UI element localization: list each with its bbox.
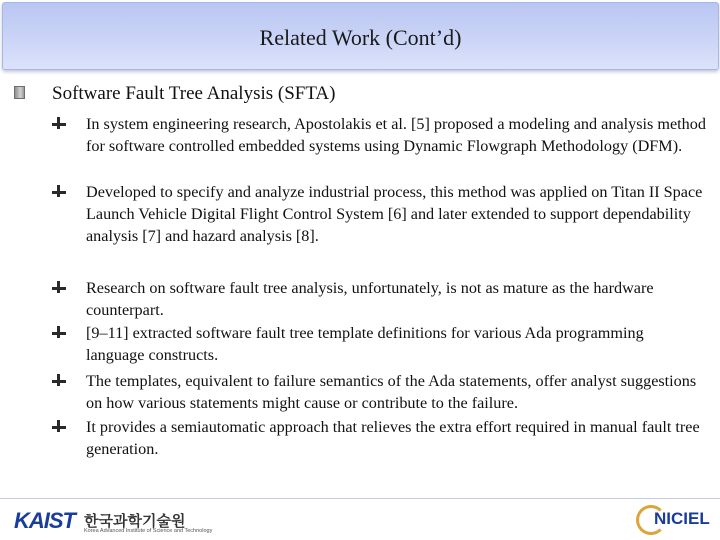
tick-bullet-icon	[52, 117, 66, 129]
kaist-english-name: Korea Advanced Institute of Science and Technology	[84, 528, 213, 534]
sub-bullet-text: It provides a semiautomatic approach that relieves the extra effort required in manual fault tree generation.	[86, 418, 700, 458]
tick-bullet-icon	[52, 374, 66, 386]
title-bar	[2, 2, 719, 70]
tick-bullet-icon	[52, 420, 66, 432]
sub-bullet-text: The templates, equivalent to failure semantics of the Ada statements, offer analyst suggestions on how various statements might cause or contribute to the failure.	[86, 372, 697, 412]
niciel-logo-block	[636, 505, 716, 538]
footer-divider	[0, 498, 720, 499]
kaist-logo: KAIST	[14, 508, 75, 533]
tick-bullet-icon	[52, 185, 66, 197]
niciel-logo: NICIEL	[654, 509, 710, 528]
slide-title: Related Work (Cont’d)	[259, 25, 462, 50]
tick-bullet-icon	[52, 281, 66, 293]
main-bullet-text: Software Fault Tree Analysis (SFTA)	[52, 83, 336, 104]
sub-bullet-text: Developed to specify and analyze industrial process, this method was applied on Titan II Space Launch Vehicle Digital Flight Control System [6] and later extended to support dependability analysis [7] and hazard analysis [8].	[86, 183, 703, 245]
square-bullet-icon	[14, 86, 25, 99]
sub-bullet-text: [9–11] extracted software fault tree template definitions for various Ada programming language constructs.	[86, 324, 644, 364]
kaist-logo-block	[14, 508, 213, 534]
tick-bullet-icon	[52, 326, 66, 338]
sub-bullet-text: Research on software fault tree analysis, unfortunately, is not as mature as the hardware counterpart.	[86, 279, 654, 319]
kaist-korean-name: 한국과학기술원	[84, 512, 186, 530]
sub-bullet-text: In system engineering research, Apostolakis et al. [5] proposed a modeling and analysis method for software controlled embedded systems using Dynamic Flowgraph Methodology (DFM).	[86, 115, 706, 155]
